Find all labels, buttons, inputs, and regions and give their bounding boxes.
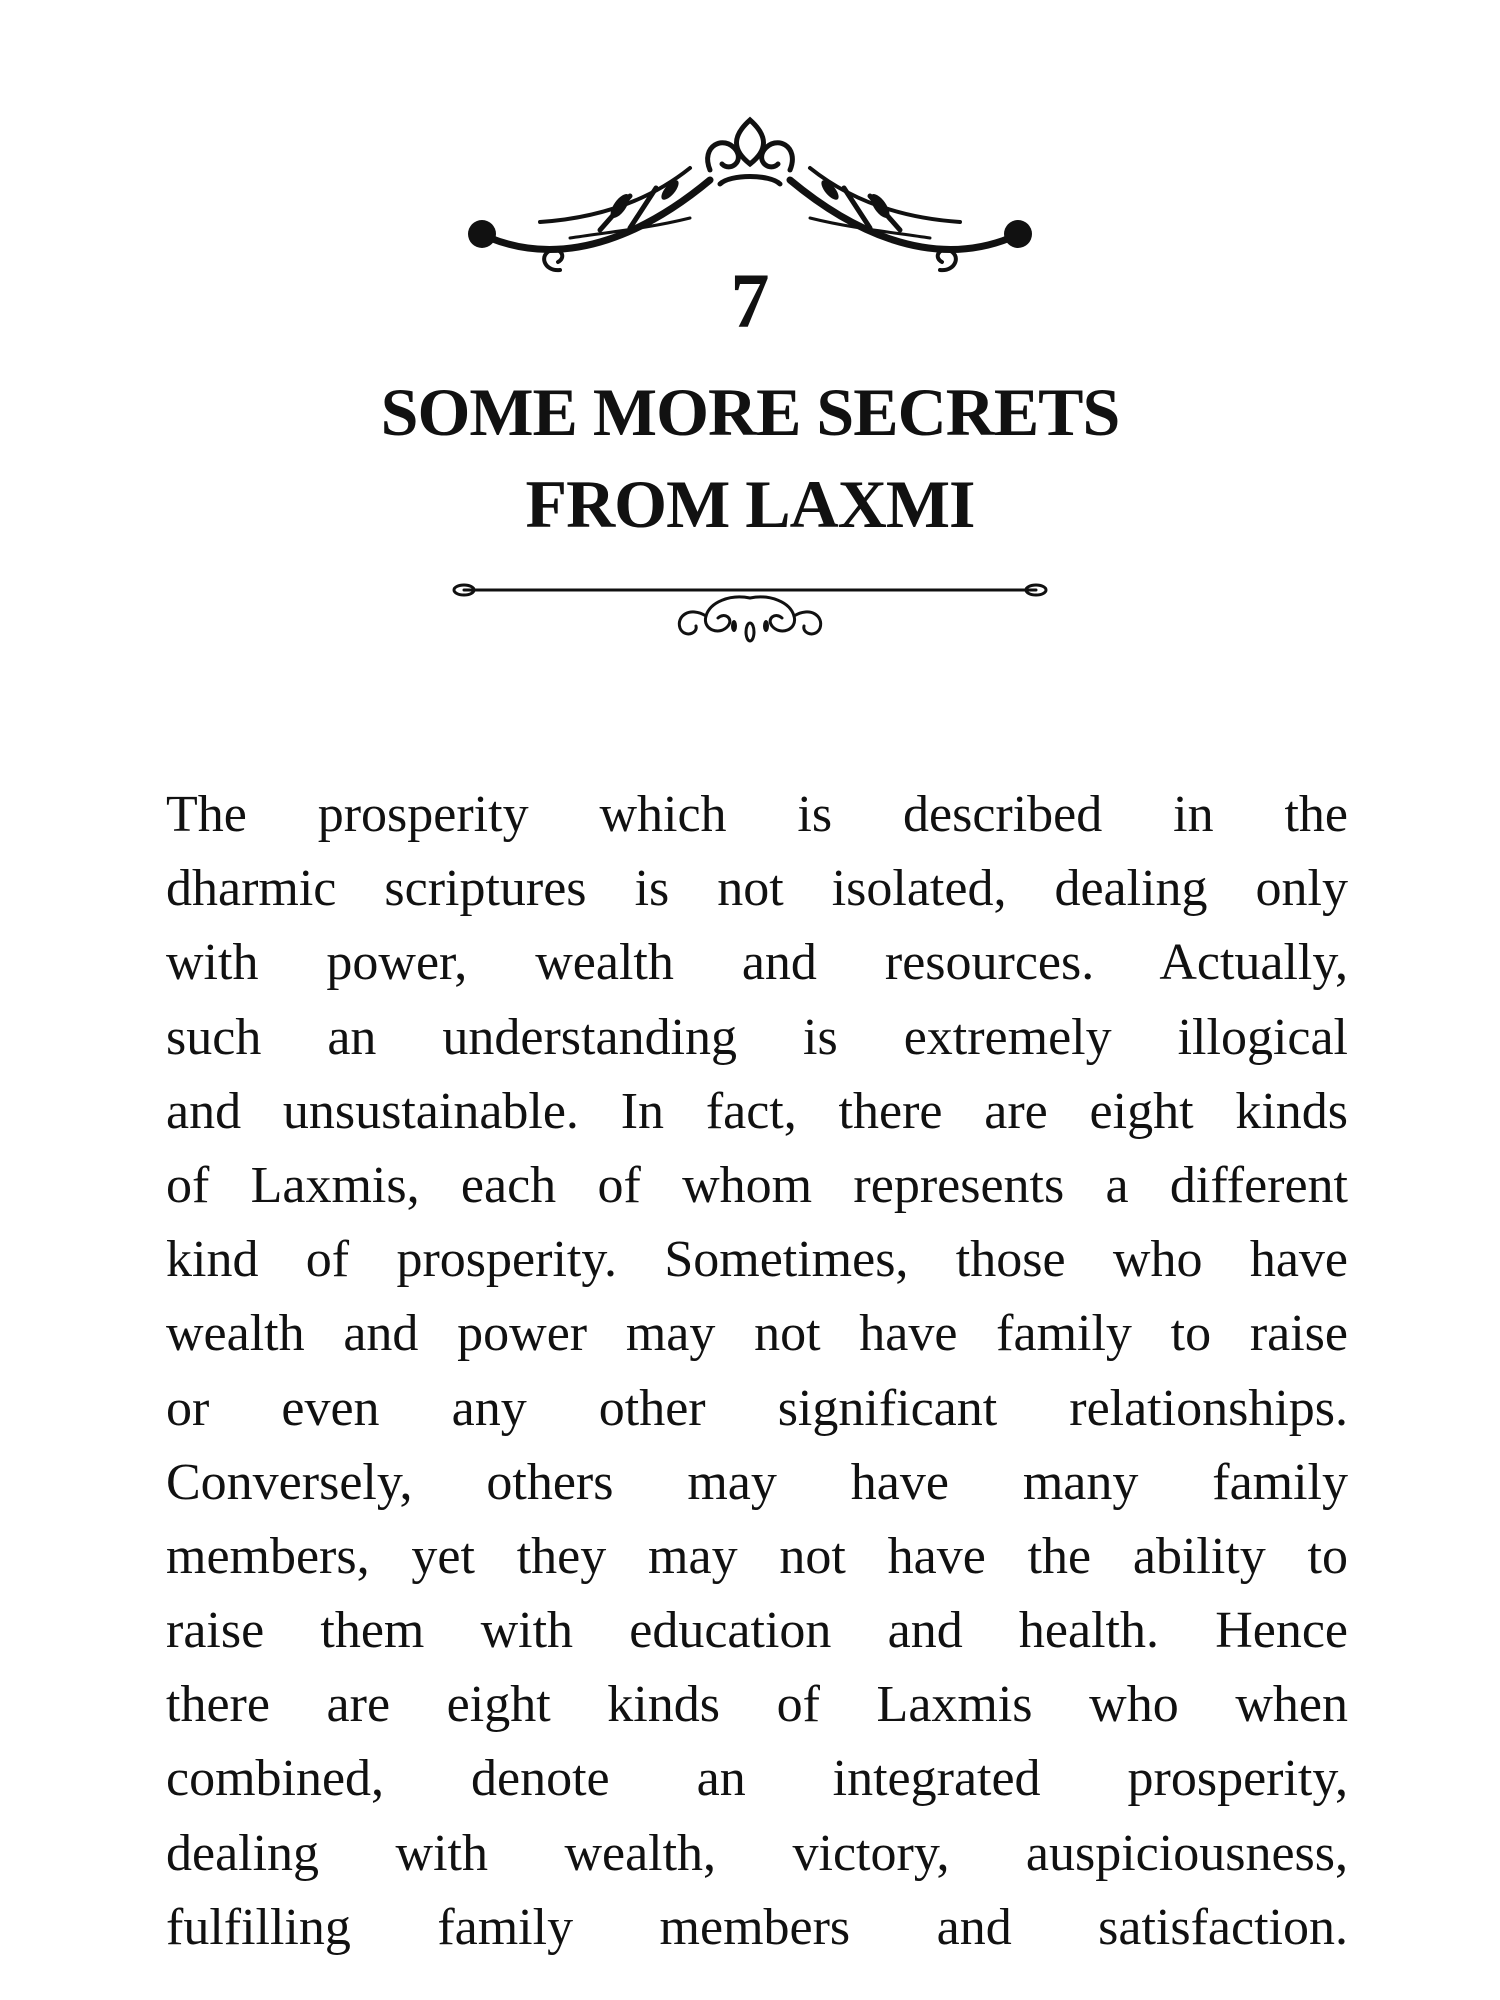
paragraph-line: wealth and power may not have family to raise bbox=[166, 1305, 1348, 1363]
paragraph-line: or even any other significant relationships. bbox=[166, 1379, 1348, 1437]
paragraph-line: and unsustainable. In fact, there are eight kinds bbox=[166, 1082, 1348, 1140]
chapter-title-line-1: SOME MORE SECRETS bbox=[380, 374, 1120, 450]
chapter-paragraph bbox=[166, 778, 1348, 1965]
paragraph-line: The prosperity which is described in the bbox=[166, 786, 1348, 843]
paragraph-line: Conversely, others may have many family bbox=[166, 1453, 1348, 1511]
paragraph-line: of Laxmis, each of whom represents a different bbox=[166, 1156, 1348, 1214]
paragraph-line: there are eight kinds of Laxmis who when bbox=[166, 1676, 1348, 1734]
paragraph-line: raise them with education and health. Hence bbox=[166, 1602, 1348, 1660]
chapter-title-line-2: FROM LAXMI bbox=[525, 466, 975, 542]
paragraph-line: combined, denote an integrated prosperity, bbox=[166, 1750, 1348, 1808]
scroll-divider-ornament-icon bbox=[450, 568, 1050, 668]
paragraph-line: fulfilling family members and satisfaction. bbox=[166, 1898, 1348, 1956]
paragraph-line: dealing with wealth, victory, auspiciousness, bbox=[166, 1824, 1348, 1882]
paragraph-line: members, yet they may not have the ability to bbox=[166, 1527, 1348, 1585]
paragraph-line: dharmic scriptures is not isolated, dealing only bbox=[166, 860, 1348, 918]
paragraph-line: kind of prosperity. Sometimes, those who have bbox=[166, 1231, 1348, 1289]
chapter-number: 7 bbox=[730, 257, 770, 344]
paragraph-line: with power, wealth and resources. Actually, bbox=[166, 934, 1348, 992]
paragraph-line: such an understanding is extremely illogical bbox=[166, 1008, 1348, 1066]
chapter-title bbox=[0, 366, 1500, 550]
